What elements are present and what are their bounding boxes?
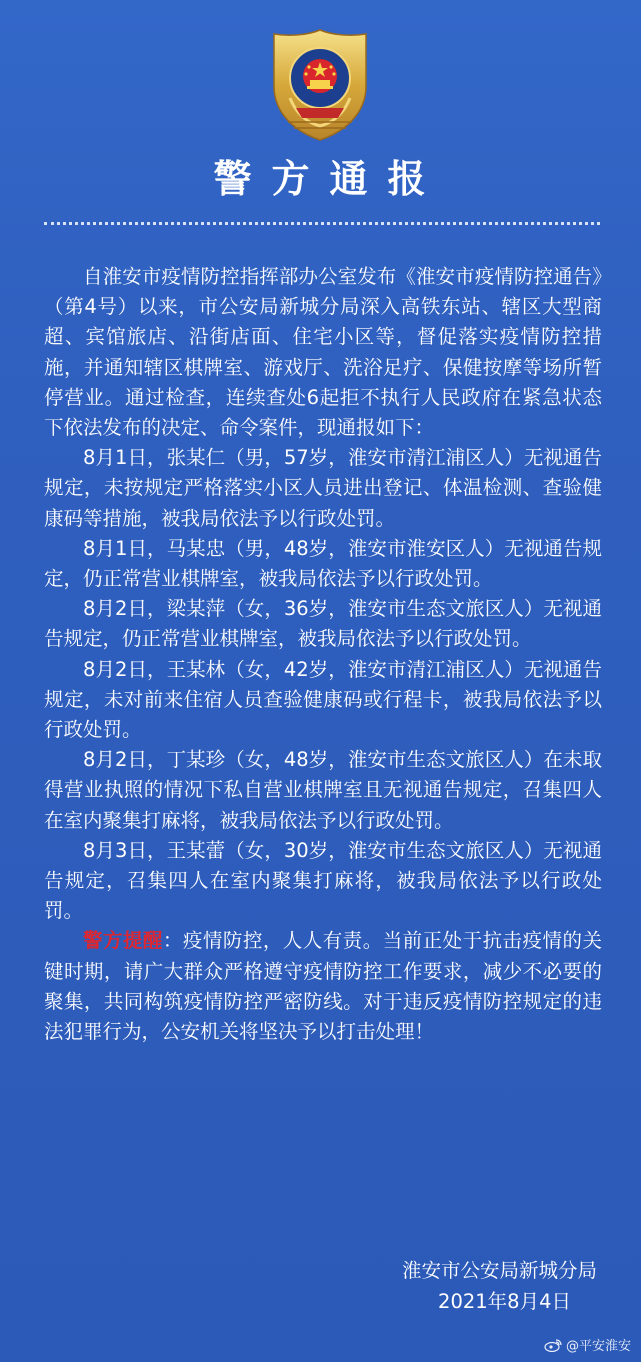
signature-date: 2021年8月4日 <box>438 1289 571 1313</box>
title-divider <box>44 222 600 225</box>
signature-block <box>402 1256 597 1317</box>
police-emblem-icon <box>268 26 372 144</box>
weibo-icon <box>544 1338 562 1352</box>
signature-organization: 淮安市公安局新城分局 <box>401 1259 597 1282</box>
watermark-text: @平安淮安 <box>565 1339 631 1354</box>
warning-paragraph <box>44 926 602 1047</box>
notice-title: 警方通报 <box>213 157 446 201</box>
case-paragraph: 8月3日，王某蕾（女，30岁，淮安市生态文旅区人）无视通告规定，召集四人在室内聚集打麻将，被我局依法予以行政处罚。 <box>44 838 602 923</box>
case-paragraph: 8月2日，丁某珍（女，48岁，淮安市生态文旅区人）在未取得营业执照的情况下私自营业棋牌室且无视通告规定，召集四人在室内聚集打麻将，被我局依法予以行政处罚。 <box>44 748 602 832</box>
case-paragraph: 8月1日，张某仁（男，57岁，淮安市清江浦区人）无视通告规定，未按规定严格落实小区人员进出登记、体温检测、查验健康码等措施，被我局依法予以行政处罚。 <box>44 446 602 530</box>
notice-body <box>44 262 602 1047</box>
warning-text: ：疫情防控，人人有责。当前正处于抗击疫情的关键时期，请广大群众严格遵守疫情防控工作要求，减少不必要的聚集，共同构筑疫情防控严密防线。对于违反疫情防控规定的违法犯罪行为，公安机关将坚决予以打击处理！ <box>44 929 602 1044</box>
case-paragraph: 8月2日，王某林（女，42岁，淮安市清江浦区人）无视通告规定，未对前来住宿人员查验健康码或行程卡，被我局依法予以行政处罚。 <box>44 657 602 742</box>
warning-label: 警方提醒 <box>83 929 163 953</box>
case-paragraph: 8月2日，梁某萍（女，36岁，淮安市生态文旅区人）无视通告规定，仍正常营业棋牌室，被我局依法予以行政处罚。 <box>44 597 602 651</box>
case-paragraph: 8月1日，马某忠（男，48岁，淮安市淮安区人）无视通告规定，仍正常营业棋牌室，被我局依法予以行政处罚。 <box>44 536 602 591</box>
weibo-watermark <box>544 1335 631 1354</box>
intro-paragraph: 自淮安市疫情防控指挥部办公室发布《淮安市疫情防控通告》（第4号）以来，市公安局新城分局深入高铁东站、辖区大型商超、宾馆旅店、沿街店面、住宅小区等，督促落实疫情防控措施，并通知辖区棋牌室、游戏厅、洗浴足疗、保健按摩等场所暂停营业。通过检查，连续查处6起拒不执行人民政府在紧急状态下依法发布的决定、命令案件，现通报如下： <box>44 265 602 440</box>
